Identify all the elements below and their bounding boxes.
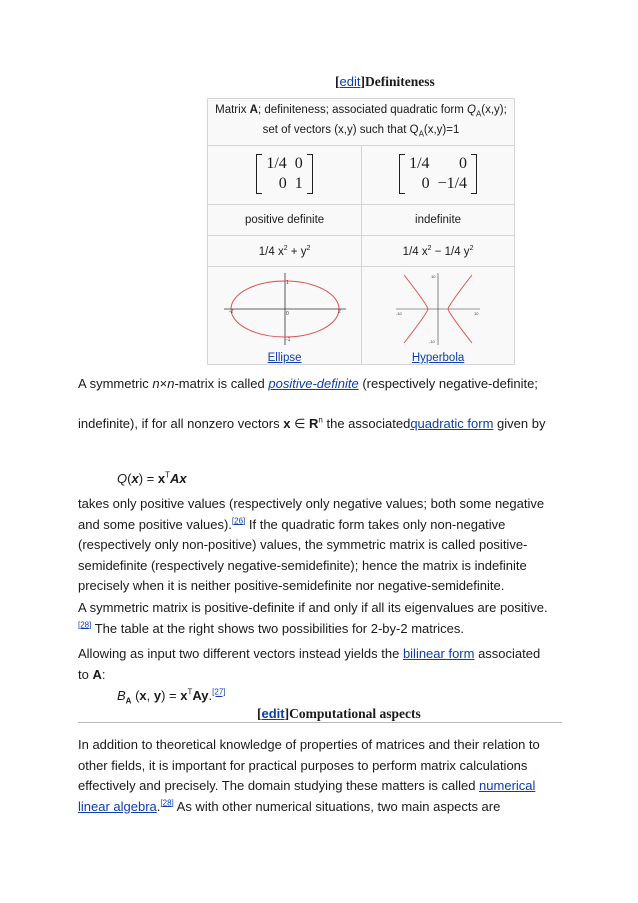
matrix-2 <box>399 154 477 194</box>
form-text: 1/4 x <box>258 245 284 258</box>
quadratic-form-1 <box>208 236 362 267</box>
text: If the quadratic form takes only non-negative <box>245 516 506 532</box>
tick-label: 10 <box>474 311 479 316</box>
formula-text: B <box>117 688 126 703</box>
edit-bracket-open: [ <box>335 74 340 89</box>
formula-text: T <box>187 687 193 697</box>
paragraph-positive-definite <box>78 374 548 395</box>
text-line: A symmetric matrix is positive-definite if and only if all its eigenvalues are positive. <box>78 600 548 615</box>
formula-text: x <box>131 471 139 486</box>
positive-definite-link[interactable]: positive-definite <box>268 376 359 391</box>
tick-label: 0 <box>285 311 289 317</box>
bilinear-formula <box>117 688 226 706</box>
text: and some positive values). <box>78 516 232 532</box>
form-exponent: 2 <box>306 244 311 252</box>
text-line <box>78 515 548 536</box>
hyperbola-plot[interactable] <box>392 271 484 347</box>
tick-label: 10 <box>431 274 436 279</box>
form-exponent: 2 <box>427 244 432 252</box>
quadratic-form-2 <box>362 236 515 267</box>
formula-text: A <box>125 696 132 706</box>
paragraph-semidefinite <box>78 494 548 597</box>
caption-text: A <box>418 129 424 139</box>
text: given by <box>493 416 546 431</box>
caption-text: Matrix <box>215 103 250 116</box>
edit-bracket-close: ] <box>360 74 365 89</box>
matrix-entry: 0 <box>278 174 287 192</box>
tick-label: -2 <box>228 309 234 315</box>
paragraph-indefinite <box>78 414 548 435</box>
formula-text: T <box>165 470 170 480</box>
text-line <box>78 776 558 797</box>
caption-text: (x,y)=1 <box>423 124 460 136</box>
tick-label: 2 <box>337 309 341 315</box>
reference-link[interactable]: [28] <box>160 798 174 808</box>
text-line: precisely when it is neither positive-semidefinite nor negative-semidefinite. <box>78 578 505 593</box>
form-exponent: 2 <box>283 244 288 252</box>
formula-text: x <box>139 688 147 703</box>
text: A symmetric <box>78 376 153 391</box>
paragraph-bilinear <box>78 644 548 685</box>
tick-label: -10 <box>429 339 435 344</box>
reference-link[interactable]: [27] <box>212 687 226 697</box>
text-line: In addition to theoretical knowledge of properties of matrices and their relation to <box>78 737 540 752</box>
edit-bracket-close: ] <box>284 706 290 721</box>
definiteness-label-1: positive definite <box>208 205 362 236</box>
text: n <box>167 376 175 391</box>
formula-text: A <box>169 471 180 486</box>
section-divider <box>78 722 562 723</box>
paragraph-eigenvalues <box>78 598 558 639</box>
matrix-cell-1 <box>208 146 362 205</box>
formula-text: Q <box>117 471 128 486</box>
quadratic-form-link[interactable]: quadratic form <box>410 416 494 431</box>
reference-link[interactable]: [26] <box>231 516 246 526</box>
formula-text: x <box>179 471 187 486</box>
matrix-entry: 0 <box>294 154 303 172</box>
form-text: − 1/4 y <box>431 245 470 258</box>
tick-label: 1 <box>285 280 289 286</box>
ellipse-plot[interactable] <box>220 271 350 347</box>
numerical-linear-algebra-link[interactable]: linear algebra <box>78 798 157 814</box>
matrix-entry: 1/4 <box>409 154 430 172</box>
form-text: 1/4 x <box>402 245 428 258</box>
matrix-entry: 0 <box>421 174 430 192</box>
text: the associated <box>322 416 411 431</box>
text: Allowing as input two different vectors instead yields the <box>78 646 403 661</box>
matrix-entry: 1/4 <box>266 154 287 172</box>
caption-text: A <box>475 109 482 118</box>
tick-label: -1 <box>285 337 291 343</box>
text: × <box>159 376 168 391</box>
text: . <box>156 798 161 814</box>
hyperbola-link[interactable]: Hyperbola <box>411 352 465 364</box>
text: The table at the right shows two possibilities for 2-by-2 matrices. <box>91 620 464 636</box>
form-exponent: 2 <box>469 244 474 252</box>
text-line <box>78 644 548 665</box>
section-title: Definiteness <box>364 74 435 89</box>
formula-text: x <box>180 688 188 703</box>
text: n <box>318 415 323 425</box>
text-line: semidefinite (respectively negative-semidefinite); hence the matrix is indefinite <box>78 557 527 573</box>
text: R <box>309 416 319 431</box>
text-line: takes only positive values (respectively only negative values; both some negative <box>78 496 545 511</box>
text-line <box>78 619 558 640</box>
section-title: Computational aspects <box>289 706 421 721</box>
paragraph-computational <box>78 735 558 817</box>
section-heading-computational <box>257 706 421 722</box>
caption-text: set of vectors (x,y) such that Q <box>262 124 419 136</box>
caption-text: A <box>249 103 258 116</box>
matrix-entry: 1 <box>294 174 303 192</box>
text: n <box>152 376 160 391</box>
caption-text: ; definiteness; associated quadratic form <box>257 103 467 116</box>
tick-label: -10 <box>396 311 402 316</box>
text: : <box>101 666 106 682</box>
text-line <box>78 665 548 686</box>
formula-text: ) = <box>138 471 158 486</box>
text-line <box>78 797 558 818</box>
definiteness-label-2: indefinite <box>362 205 515 236</box>
form-text: + y <box>287 245 307 258</box>
text: effectively and precisely. The domain studying these matters is called <box>78 778 480 793</box>
edit-link[interactable]: edit <box>339 74 361 89</box>
plot-cell-ellipse <box>208 267 362 365</box>
table-caption <box>208 99 515 146</box>
caption-text: (x,y); <box>481 103 507 116</box>
text: ∈ <box>290 416 310 431</box>
formula-text: ) = <box>161 688 181 703</box>
bilinear-form-link[interactable]: bilinear form <box>402 646 475 661</box>
plot-cell-hyperbola <box>362 267 515 365</box>
formula-text: ( <box>131 688 140 703</box>
matrix-1 <box>256 154 312 194</box>
numerical-linear-algebra-link[interactable]: numerical <box>479 778 536 793</box>
formula-text: x <box>157 471 166 486</box>
text-line: (respectively only non-positive) values, the symmetric matrix is called positive- <box>78 537 528 552</box>
ellipse-link[interactable]: Ellipse <box>267 352 302 364</box>
formula-text: , <box>146 688 154 703</box>
text: As with other numerical situations, two main aspects are <box>173 798 501 814</box>
text: associated <box>474 646 541 661</box>
matrix-entry: −1/4 <box>437 174 468 192</box>
matrix-entry: 0 <box>459 154 468 172</box>
formula-text: . <box>208 688 213 703</box>
formula-text: y <box>153 688 162 703</box>
text-line: other fields, it is important for practical purposes to perform matrix calculations <box>78 757 528 773</box>
matrix-cell-2 <box>362 146 515 205</box>
caption-text: Q <box>466 103 476 116</box>
text: -matrix is called <box>174 376 269 391</box>
reference-link[interactable]: [28] <box>78 620 92 630</box>
section-heading-definiteness <box>335 74 435 90</box>
text: indefinite), if for all nonzero vectors <box>78 416 284 431</box>
edit-link[interactable]: edit <box>261 706 285 721</box>
text: A <box>92 666 102 682</box>
text: (respectively negative-definite; <box>358 376 538 391</box>
quadratic-form-formula: $Q(x) = x^TAx$ <box>117 470 187 486</box>
text: x <box>283 416 291 431</box>
text: to <box>78 666 93 682</box>
edit-bracket-open: [ <box>257 706 262 721</box>
formula-text: Ay <box>192 688 209 703</box>
definiteness-table <box>207 98 515 365</box>
